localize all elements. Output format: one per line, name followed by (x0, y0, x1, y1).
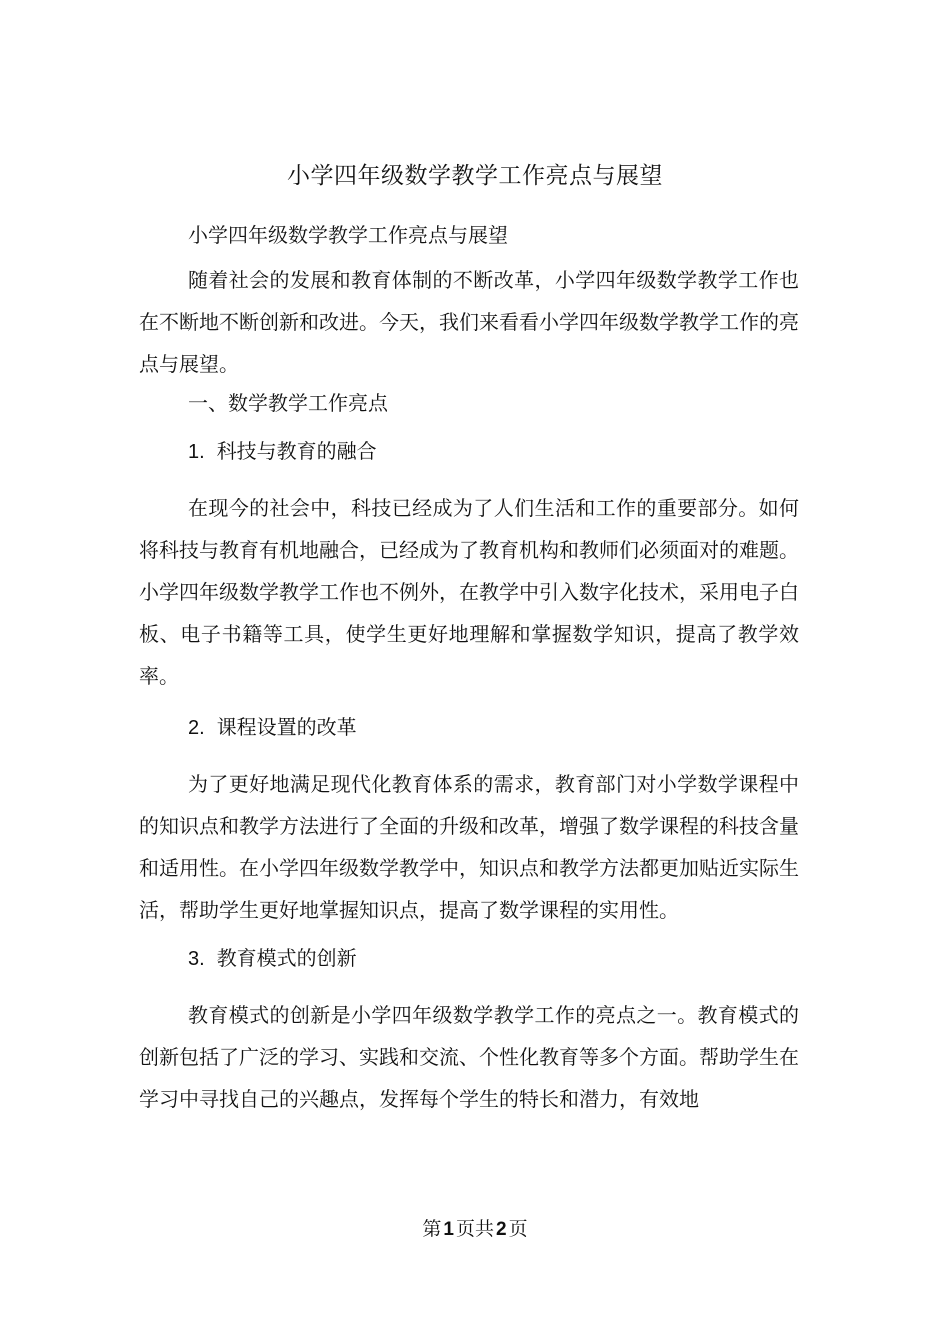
item-heading-1-text: 科技与教育的融合 (216, 439, 377, 463)
document-subtitle: 小学四年级数学教学工作亮点与展望 (188, 223, 508, 247)
item-heading-3 (188, 944, 357, 973)
item-heading-2-text: 课程设置的改革 (216, 715, 357, 739)
item-number-2: 2. (188, 717, 205, 739)
footer-suffix: 页 (508, 1218, 528, 1240)
page-footer (0, 1216, 950, 1243)
item-heading-2 (188, 713, 357, 742)
footer-current-page: 1 (443, 1219, 454, 1240)
document-title: 小学四年级数学教学工作亮点与展望 (287, 163, 663, 189)
footer-middle: 页共 (455, 1218, 494, 1240)
item-heading-3-text: 教育模式的创新 (216, 946, 357, 970)
item-heading-1 (188, 437, 377, 466)
item-paragraph-1: 在现今的社会中，科技已经成为了人们生活和工作的重要部分。如何将科技与教育有机地融合，已经成为了教育机构和教师们必须面对的难题。小学四年级数学教学工作也不例外，在教学中引入数字化技术，采用电子白板、电子书籍等工具，使学生更好地理解和掌握数学知识，提高了教学效率。 (139, 496, 799, 688)
footer-prefix: 第 (422, 1218, 442, 1240)
footer-total-pages: 2 (496, 1219, 507, 1240)
item-paragraph-3: 教育模式的创新是小学四年级数学教学工作的亮点之一。教育模式的创新包括了广泛的学习、实践和交流、个性化教育等多个方面。帮助学生在学习中寻找自己的兴趣点，发挥每个学生的特长和潜力，有效地 (139, 1003, 799, 1111)
intro-paragraph: 随着社会的发展和教育体制的不断改革，小学四年级数学教学工作也在不断地不断创新和改进。今天，我们来看看小学四年级数学教学工作的亮点与展望。 (139, 268, 799, 376)
item-number-3: 3. (188, 948, 205, 970)
item-paragraph-2: 为了更好地满足现代化教育体系的需求，教育部门对小学数学课程中的知识点和教学方法进行了全面的升级和改革，增强了数学课程的科技含量和适用性。在小学四年级数学教学中，知识点和教学方法都更加贴近实际生活，帮助学生更好地掌握知识点，提高了数学课程的实用性。 (139, 772, 799, 922)
item-number-1: 1. (188, 441, 205, 463)
section-heading-highlights: 一、数学教学工作亮点 (188, 391, 388, 415)
